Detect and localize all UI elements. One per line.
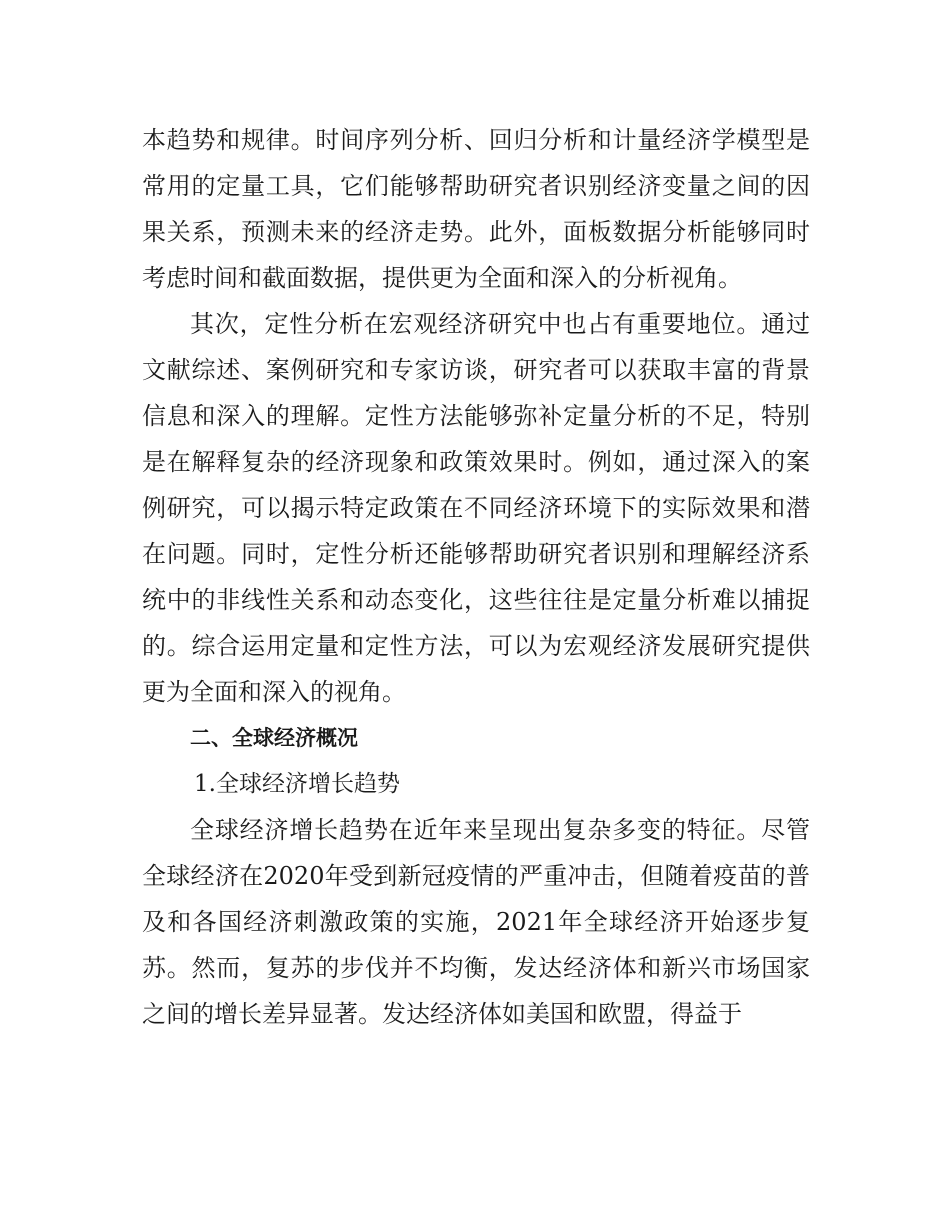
paragraph-qualitative-analysis: 其次，定性分析在宏观经济研究中也占有重要地位。通过文献综述、案例研究和专家访谈，研究者可以获取丰富的背景信息和深入的理解。定性方法能够弥补定量分析的不足，特别是在解释复杂的经济现象和政策效果时。例如，通过深入的案例研究，可以揭示特定政策在不同经济环境下的实际效果和潜在问题。同时，定性分析还能够帮助研究者识别和理解经济系统中的非线性关系和动态变化，这些往往是定量分析难以捕捉的。综合运用定量和定性方法，可以为宏观经济发展研究提供更为全面和深入的视角。 (142, 310, 810, 706)
paragraph-global-growth: 全球经济增长趋势在近年来呈现出复杂多变的特征。尽管全球经济在2020年受到新冠疫情的严重冲击，但随着疫苗的普及和各国经济刺激政策的实施，2021年全球经济开始逐步复苏。然而，复苏的步伐并不均衡，发达经济体和新兴市场国家之间的增长差异显著。发达经济体如美国和欧盟，得益于 (142, 816, 810, 1028)
paragraph-continued: 本趋势和规律。时间序列分析、回归分析和计量经济学模型是常用的定量工具，它们能够帮助研究者识别经济变量之间的因果关系，预测未来的经济走势。此外，面板数据分析能够同时考虑时间和截面数据，提供更为全面和深入的分析视角。 (142, 126, 810, 292)
subsection-heading: 1.全球经济增长趋势 (194, 771, 400, 797)
section-heading: 二、全球经济概况 (190, 726, 358, 750)
document-body (142, 117, 810, 1037)
